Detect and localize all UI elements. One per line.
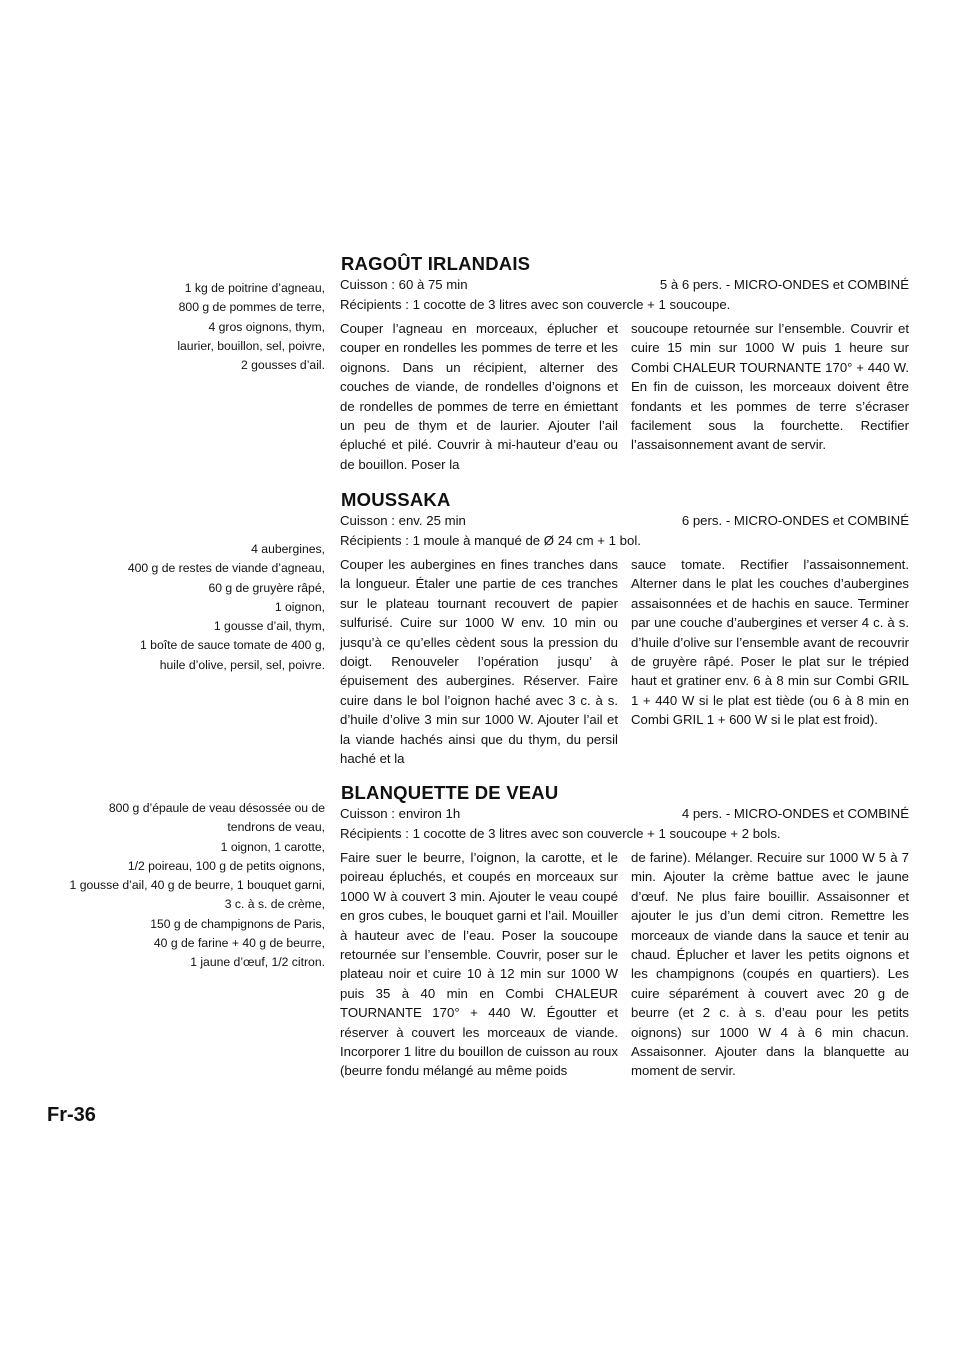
- ingredient-line: 800 g d’épaule de veau désossée ou de: [108, 801, 325, 815]
- recipe-body: [340, 782, 909, 1081]
- page-number: Fr-36: [47, 1104, 96, 1126]
- ingredient-line: huile d’olive, persil, sel, poivre.: [159, 657, 325, 672]
- instructions: [340, 848, 909, 1081]
- cooking-time: Cuisson : env. 25 min: [340, 513, 466, 528]
- ingredient-line: 1 oignon,: [274, 599, 325, 614]
- ingredient-line: 1 boîte de sauce tomate de 400 g,: [140, 638, 325, 653]
- recipe-title: RAGOÛT IRLANDAIS: [341, 253, 531, 274]
- ingredient-line: 1 oignon, 1 carotte,: [220, 839, 325, 854]
- ingredient-line: tendrons de veau,: [227, 820, 325, 835]
- ingredient-line: 1 kg de poitrine d’agneau,: [184, 281, 325, 295]
- cooking-time: Cuisson : 60 à 75 min: [340, 277, 468, 292]
- vessels-line: Récipients : 1 cocotte de 3 litres avec son couvercle + 1 soucoupe.: [340, 296, 731, 312]
- recipe-body: [340, 489, 909, 768]
- ingredient-line: 2 gousses d’ail.: [240, 358, 325, 373]
- instructions: [340, 555, 909, 768]
- instructions: [340, 319, 909, 474]
- instructions-column-left: Faire suer le beurre, l’oignon, la carotte, et le poireau épluchés, et coupés en morceaux sur 1000 W à couvert 3 min. Ajouter le veau coupé en gros cubes, le bouquet garni et l’ail. Mouiller à hauteur avec de l’eau. Poser la soucoupe retournée sur l’ensemble. Couvrir, poser sur le plateau noir et cuire 10 à 12 min sur 1000 W puis 35 à 40 min en Combi CHALEUR TOURNANTE 170° + 440 W. Égoutter et réserver à couvert les morceaux de viande. Incorporer 1 litre du bouillon de cuisson au roux (beurre fondu mélangé au même poids: [340, 850, 618, 1079]
- ingredient-line: 800 g de pommes de terre,: [178, 300, 325, 315]
- ingredient-line: 1 gousse d’ail, thym,: [213, 619, 325, 634]
- servings-mode: 6 pers. - MICRO-ONDES et COMBINÉ: [681, 513, 909, 528]
- recipe-meta: [340, 804, 909, 824]
- recipe-title: MOUSSAKA: [341, 489, 451, 510]
- ingredient-line: 40 g de farine + 40 g de beurre,: [153, 936, 325, 951]
- ingredient-line: 1/2 poireau, 100 g de petits oignons,: [127, 858, 325, 873]
- instructions-column-right: sauce tomate. Rectifier l’assaisonnement. Alterner dans le plat les couches d’aubergines assaisonnées et de hachis en sauce. Terminer par une couche d’aubergines et verser 4 c. à s. d’huile d’olive sur l’ensemble avant de recouvrir de gruyère râpé. Poser le plat sur le trépied haut et gratiner env. 6 à 8 min sur Combi GRIL 1 + 440 W si le plat est tiède (ou 6 à 8 min en Combi GRIL 1 + 600 W si le plat est froid).: [631, 557, 909, 728]
- vessels-line: Récipients : 1 moule à manqué de Ø 24 cm + 1 bol.: [340, 532, 641, 548]
- ingredient-line: laurier, bouillon, sel, poivre,: [177, 338, 325, 353]
- instructions-column-right: de farine). Mélanger. Recuire sur 1000 W 5 à 7 min. Ajouter la crème battue avec le jaune d’œuf. Ne plus faire bouillir. Assaisonner et ajouter le jus d’un demi citron. Remettre les morceaux de viande dans la sauce et tenir au chaud. Éplucher et laver les petits oignons et les champignons (coupés en quartiers). Les cuire séparément à couvert avec 20 g de beurre (et 2 c. à s. d’eau pour les petits oignons) sur 1000 W 4 à 6 min chacun. Assaisonner. Ajouter dans la blanquette au moment de servir.: [631, 850, 909, 1079]
- ingredient-line: 400 g de restes de viande d’agneau,: [127, 561, 325, 576]
- ingredient-line: 4 gros oignons, thym,: [208, 319, 325, 334]
- ingredient-line: 4 aubergines,: [251, 542, 325, 556]
- ingredient-line: 1 jaune d’œuf, 1/2 citron.: [190, 955, 325, 970]
- ingredient-line: 150 g de champignons de Paris,: [150, 916, 325, 931]
- recipe-body: [340, 253, 909, 474]
- recipe-title: BLANQUETTE DE VEAU: [341, 782, 559, 803]
- instructions-column-left: Couper les aubergines en fines tranches dans la longueur. Étaler une partie de ces tranches sur le plateau tournant recouvert de papier sulfurisé. Cuire sur 1000 W env. 10 min ou jusqu’à ce qu’elles cèdent sous la pression du doigt. Renouveler l’opération jusqu’ à épuisement des aubergines. Réserver. Faire cuire dans le bol l’oignon haché avec 3 c. à s. d’huile d’olive 3 min sur 1000 W. Ajouter l’ail et la viande hachés ainsi que du thym, du persil haché et la: [340, 557, 618, 767]
- ingredient-line: 3 c. à s. de crème,: [224, 897, 325, 912]
- recipe-meta: [340, 275, 909, 295]
- ingredient-list: [25, 799, 325, 973]
- instructions-column-right: soucoupe retournée sur l’ensemble. Couvrir et cuire 15 min sur 1000 W puis 1 heure sur Combi CHALEUR TOURNANTE 170° + 440 W. En fin de cuisson, les morceaux doivent être fondants et les pommes de terre s’écraser facilement sous la fourchette. Rectifier l’assaisonnement avant de servir.: [631, 321, 909, 453]
- ingredient-list: [25, 279, 325, 375]
- recipe-meta: [340, 511, 909, 531]
- ingredient-line: 60 g de gruyère râpé,: [208, 580, 325, 595]
- ingredient-list: [25, 540, 325, 675]
- ingredient-line: 1 gousse d’ail, 40 g de beurre, 1 bouquet garni,: [69, 878, 325, 893]
- cooking-time: Cuisson : environ 1h: [340, 806, 461, 821]
- servings-mode: 4 pers. - MICRO-ONDES et COMBINÉ: [681, 806, 909, 821]
- servings-mode: 5 à 6 pers. - MICRO-ONDES et COMBINÉ: [659, 277, 909, 292]
- instructions-column-left: Couper l’agneau en morceaux, éplucher et couper en rondelles les pommes de terre et les oignons. Dans un récipient, alterner des couches de viande, de rondelles d’oignons et de rondelles de pommes de terre en émiettant un peu de thym et de laurier. Ajouter l’ail épluché et pilé. Couvrir à mi-hauteur d’eau ou de bouillon. Poser la: [340, 321, 618, 472]
- vessels-line: Récipients : 1 cocotte de 3 litres avec son couvercle + 1 soucoupe + 2 bols.: [340, 825, 781, 841]
